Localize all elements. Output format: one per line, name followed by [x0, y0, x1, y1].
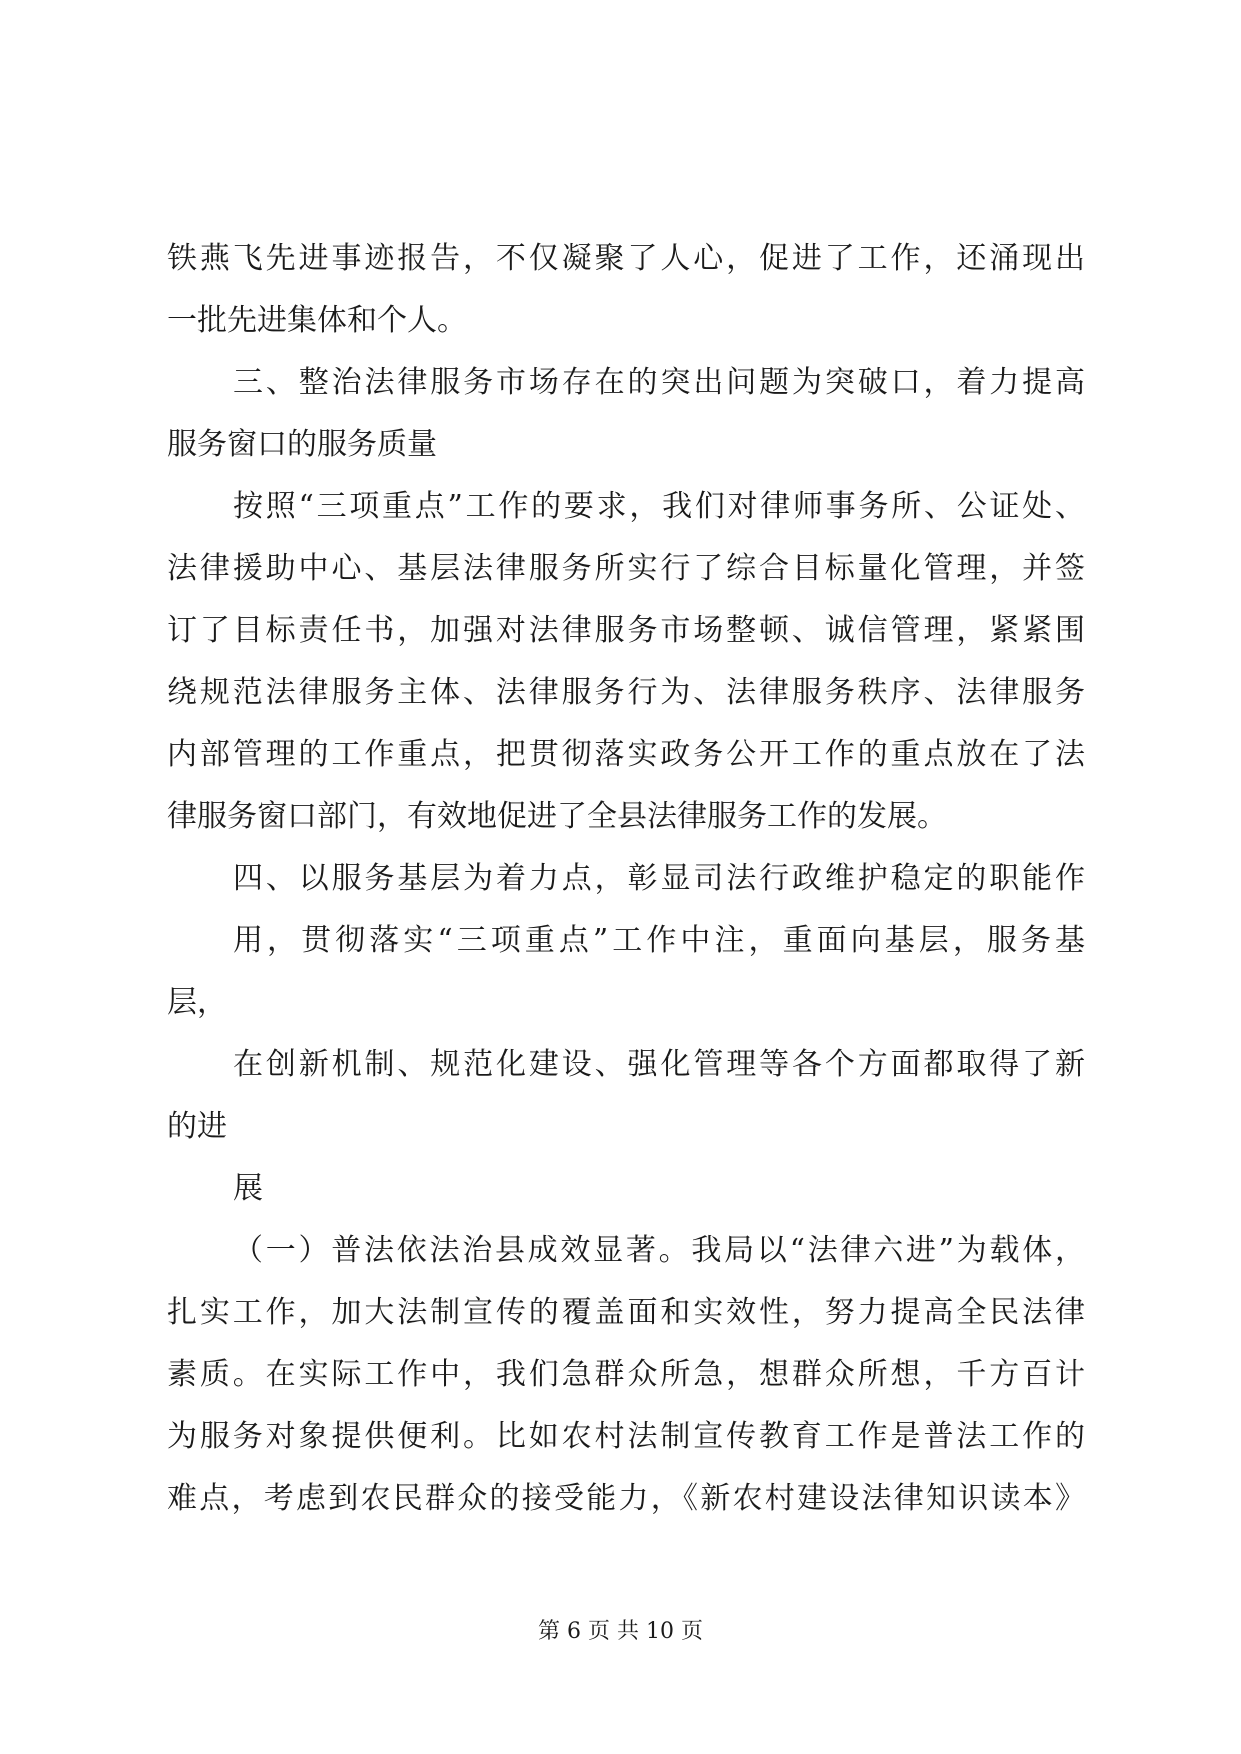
subsection-heading-1: （一）普法依法治县成效显著。我局以“法律六进”为载体，	[233, 1233, 1085, 1268]
text-line: 律服务窗口部门，有效地促进了全县法律服务工作的发展。	[167, 799, 947, 834]
text-line: 在创新机制、规范化建设、强化管理等各个方面都取得了新	[233, 1047, 1085, 1082]
text-line: 扎实工作，加大法制宣传的覆盖面和实效性，努力提高全民法律	[167, 1295, 1085, 1330]
text-line: 的进	[167, 1109, 227, 1144]
text-line: 层，	[167, 985, 227, 1020]
text-line: 用，贯彻落实“三项重点”工作中注，重面向基层，服务基	[233, 923, 1085, 958]
page-number-footer: 第 6 页 共 10 页	[538, 1619, 703, 1644]
text-line: 素质。在实际工作中，我们急群众所急，想群众所想，千方百计	[167, 1357, 1085, 1392]
text-line: 展	[233, 1171, 263, 1206]
text-line: 一批先进集体和个人。	[167, 303, 467, 338]
text-line: 订了目标责任书，加强对法律服务市场整顿、诚信管理，紧紧围	[167, 613, 1085, 648]
text-line: 绕规范法律服务主体、法律服务行为、法律服务秩序、法律服务	[167, 675, 1085, 710]
text-line: 内部管理的工作重点，把贯彻落实政务公开工作的重点放在了法	[167, 737, 1085, 772]
text-line: 法律援助中心、基层法律服务所实行了综合目标量化管理，并签	[167, 551, 1085, 586]
text-line: 为服务对象提供便利。比如农村法制宣传教育工作是普法工作的	[167, 1419, 1085, 1454]
section-heading-3: 三、整治法律服务市场存在的突出问题为突破口，着力提高	[233, 365, 1085, 400]
text-line: 按照“三项重点”工作的要求，我们对律师事务所、公证处、	[233, 489, 1085, 524]
section-heading-3-cont: 服务窗口的服务质量	[167, 427, 437, 462]
text-line: 铁燕飞先进事迹报告，不仅凝聚了人心，促进了工作，还涌现出	[167, 241, 1085, 276]
text-line: 难点，考虑到农民群众的接受能力，《新农村建设法律知识读本》	[167, 1481, 1085, 1516]
document-body	[167, 228, 1085, 1530]
section-heading-4: 四、以服务基层为着力点，彰显司法行政维护稳定的职能作	[233, 861, 1085, 896]
